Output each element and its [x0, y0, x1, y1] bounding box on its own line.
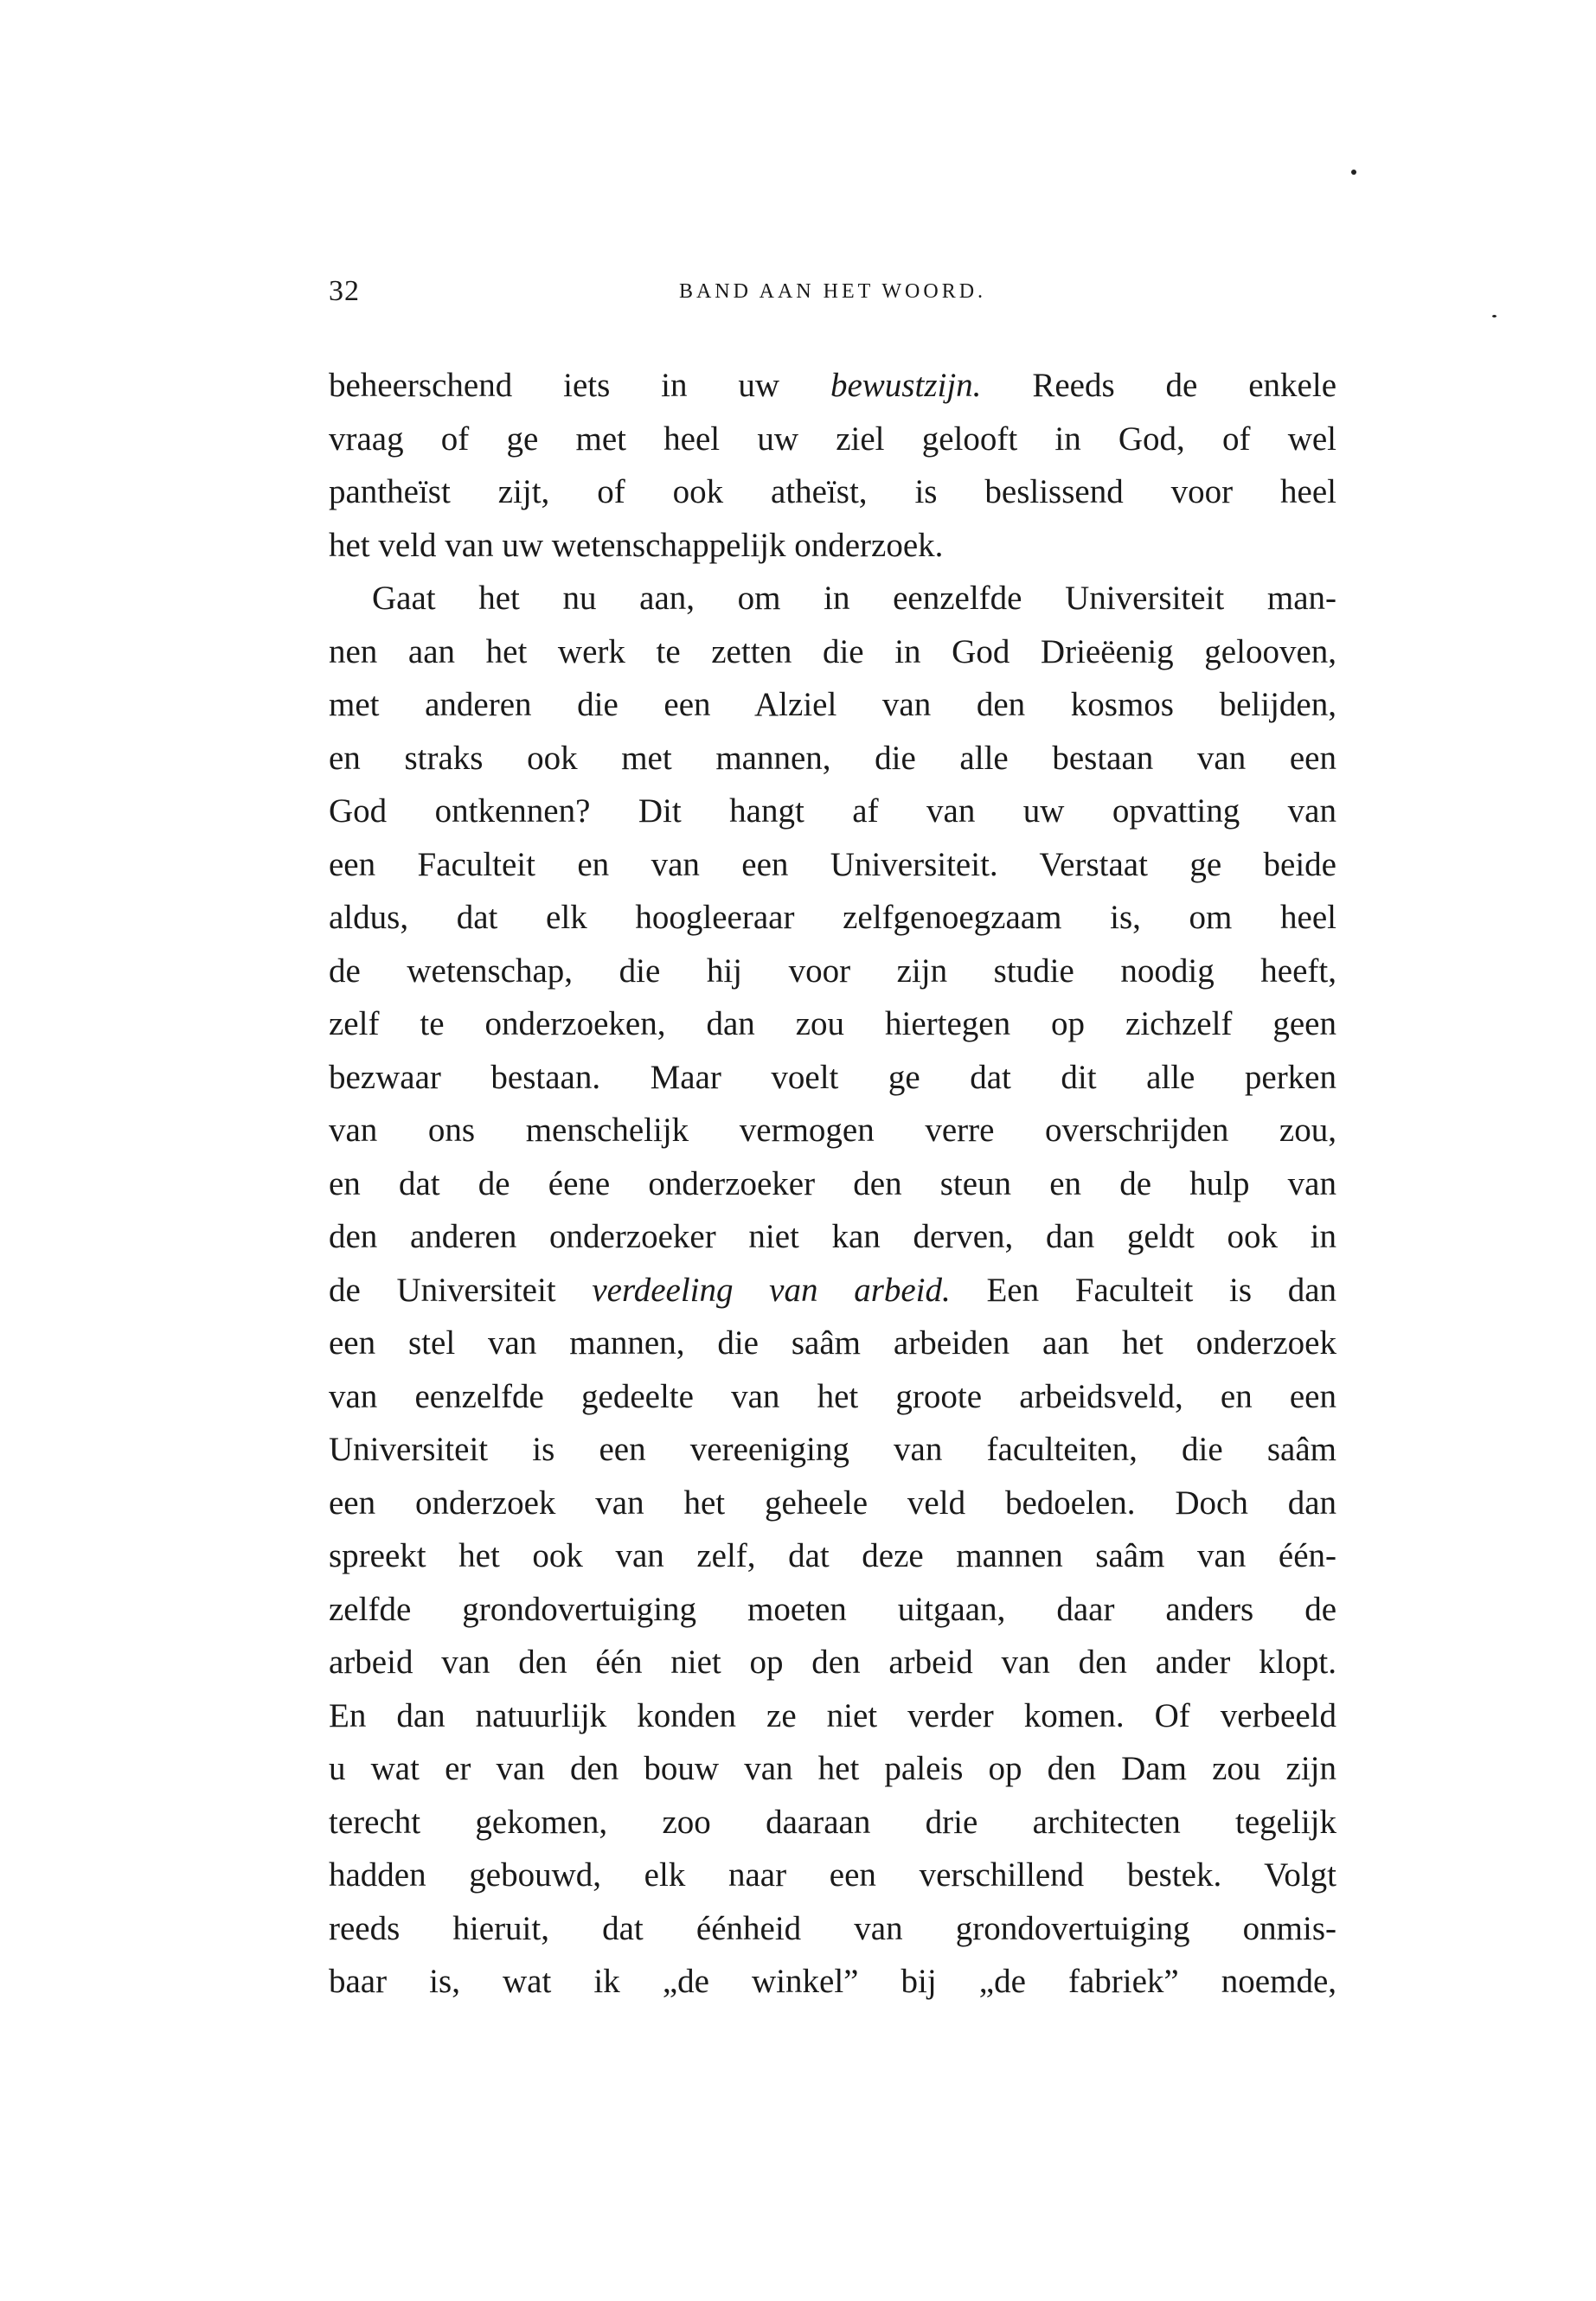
text-line: de wetenschap, die hij voor zijn studie noodig heeft, [329, 952, 1336, 990]
text-line: zelfde grondovertuiging moeten uitgaan, daar anders de [329, 1590, 1336, 1628]
text-line: God ontkennen? Dit hangt af van uw opvatting van [329, 792, 1336, 830]
text-line: pantheïst zijt, of ook atheïst, is beslissend voor heel [329, 473, 1336, 510]
text-line: baar is, wat ik „de winkel” bij „de fabriek” noemde, [329, 1963, 1336, 2000]
paragraph-start-line: Gaat het nu aan, om in eenzelfde Universiteit man- [372, 580, 1336, 617]
text-line: spreekt het ook van zelf, dat deze mannen saâm van één- [329, 1537, 1336, 1574]
text-line: van eenzelfde gedeelte van het groote arbeidsveld, en een [329, 1377, 1336, 1415]
text-line: vraag of ge met heel uw ziel gelooft in God, of wel [329, 420, 1336, 458]
text-line: met anderen die een Alziel van den kosmos belijden, [329, 686, 1336, 723]
page-number: 32 [329, 275, 360, 307]
text-line: een Faculteit en van een Universiteit. Verstaat ge beide [329, 845, 1336, 883]
text-line: de Universiteit verdeeling van arbeid. Een Faculteit is dan [329, 1271, 1337, 1309]
text-line: arbeid van den één niet op den arbeid van den ander klopt. [329, 1644, 1336, 1681]
text-line: u wat er van den bouw van het paleis op den Dam zou zijn [329, 1750, 1336, 1787]
text-line: aldus, dat elk hoogleeraar zelfgenoegzaam is, om heel [329, 899, 1336, 936]
text-line: van ons menschelijk vermogen verre overschrijden zou, [329, 1112, 1336, 1149]
text-line: zelf te onderzoeken, dan zou hiertegen op zichzelf geen [329, 1005, 1336, 1042]
print-speck [1351, 170, 1356, 175]
text-line: en dat de éene onderzoeker den steun en de hulp van [329, 1164, 1336, 1202]
running-title: BAND AAN HET WOORD. [678, 280, 987, 303]
page-header [329, 275, 1336, 318]
text-line: een onderzoek van het geheele veld bedoelen. Doch dan [329, 1484, 1336, 1522]
text-line: en straks ook met mannen, die alle bestaan van een [329, 739, 1336, 777]
text-line: Universiteit is een vereeniging van faculteiten, die saâm [329, 1431, 1336, 1468]
text-line: het veld van uw wetenschappelijk onderzoek. [329, 526, 944, 564]
text-line: den anderen onderzoeker niet kan derven, dan geldt ook in [329, 1218, 1336, 1255]
body-text [329, 359, 1336, 2009]
emphasis-text: bewustzijn. [830, 367, 982, 404]
text-line: terecht gekomen, zoo daaraan drie architecten tegelijk [329, 1803, 1336, 1841]
text-line: hadden gebouwd, elk naar een verschillend bestek. Volgt [329, 1856, 1336, 1894]
text-line: een stel van mannen, die saâm arbeiden aan het onderzoek [329, 1324, 1336, 1362]
print-speck [1492, 315, 1497, 317]
text-line: bezwaar bestaan. Maar voelt ge dat dit alle perken [329, 1058, 1336, 1096]
text-line: reeds hieruit, dat éénheid van grondovertuiging onmis- [329, 1909, 1336, 1947]
text-line: En dan natuurlijk konden ze niet verder komen. Of verbeeld [329, 1696, 1336, 1734]
emphasis-text: verdeeling van arbeid. [592, 1271, 951, 1309]
text-line: nen aan het werk te zetten die in God Drieëenig gelooven, [329, 632, 1336, 670]
text-line: beheerschend iets in uw bewustzijn. Reeds de enkele [329, 367, 1337, 404]
